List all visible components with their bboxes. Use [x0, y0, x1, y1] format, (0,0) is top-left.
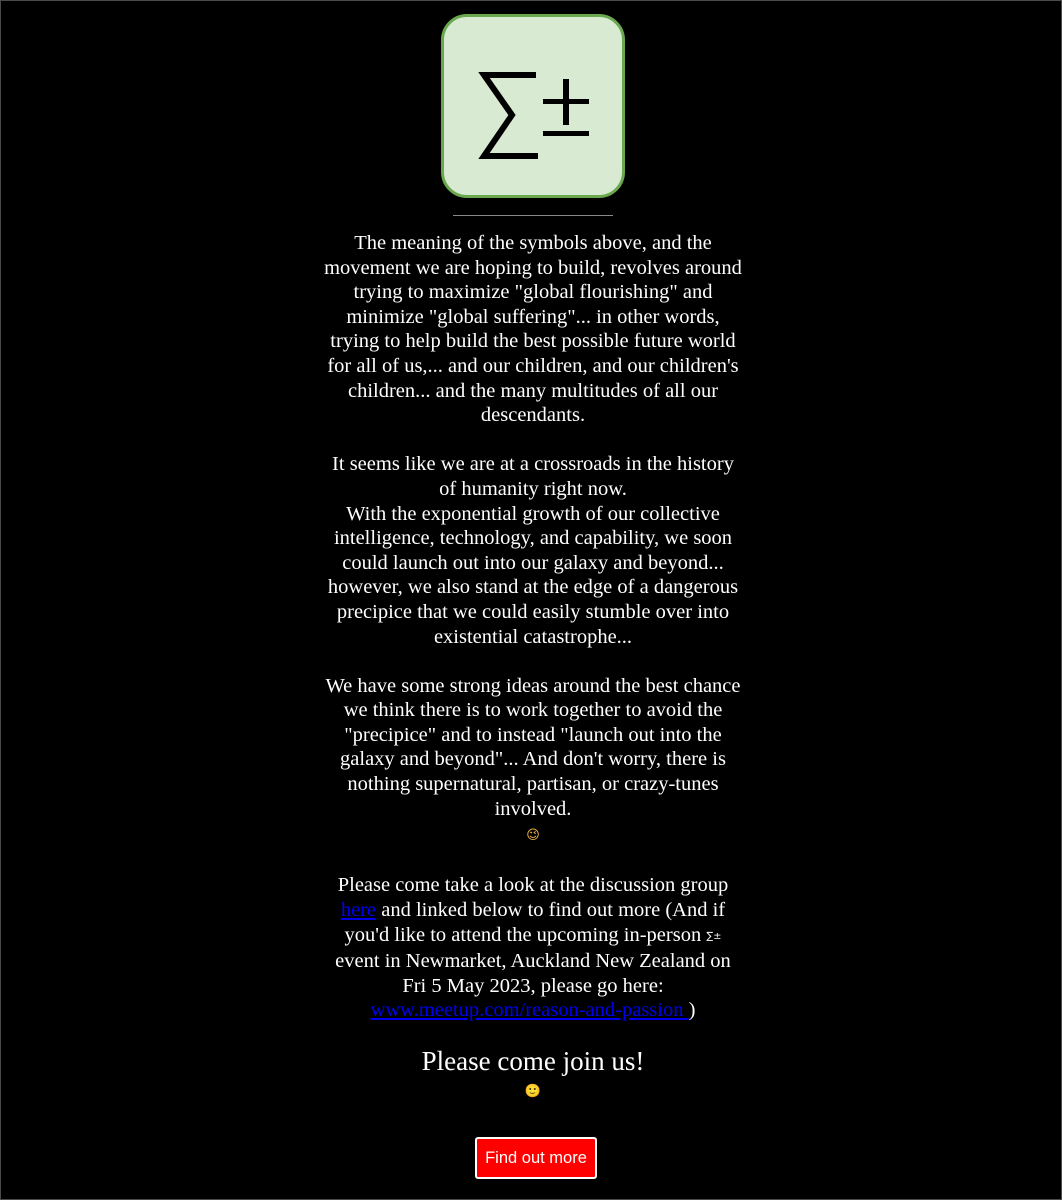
discussion-group-link[interactable]: here — [340, 899, 377, 922]
paragraph-meaning — [312, 231, 754, 428]
paragraph-ideas — [312, 674, 754, 849]
text-line: Fri 5 May 2023, please go here: — [402, 974, 664, 997]
text-line: of humanity right now. — [439, 477, 627, 500]
text-line: existential catastrophe... — [433, 625, 633, 648]
text-line: nothing supernatural, partisan, or crazy-tunes — [347, 773, 719, 796]
paragraph-invite — [312, 873, 754, 1023]
text-line: It seems like we are at a crossroads in the history — [332, 453, 734, 476]
text-line: we think there is to work together to avoid the — [343, 699, 723, 722]
text-line: intelligence, technology, and capability, we soon — [333, 527, 733, 550]
text-line — [312, 923, 754, 950]
text-line: descendants. — [480, 404, 586, 427]
find-out-more-button[interactable]: Find out more — [475, 1137, 597, 1179]
text-line: movement we are hoping to build, revolves around — [324, 256, 742, 279]
divider — [453, 215, 613, 216]
text-line: for all of us,... and our children, and our children's — [327, 354, 739, 377]
text-line: "precipice" and to instead "launch out into the — [344, 723, 722, 746]
sigma-plus-minus-icon — [444, 17, 622, 195]
text-line: Please come take a look at the discussion group — [337, 874, 729, 897]
text-line: precipice that we could easily stumble over into — [336, 600, 730, 623]
text-line: trying to help build the best possible future world — [330, 330, 736, 353]
text-line: minimize "global suffering"... in other words, — [346, 305, 720, 328]
join-heading: Please come join us! — [421, 1046, 645, 1076]
paragraph-crossroads — [312, 452, 754, 649]
text-line: involved. — [494, 797, 572, 820]
text-fragment: you'd like to attend the upcoming in-person — [344, 923, 707, 946]
text-line — [312, 898, 754, 923]
text-line — [312, 998, 754, 1023]
logo — [441, 14, 625, 198]
text-line: trying to maximize "global flourishing" and — [353, 281, 713, 304]
text-line: We have some strong ideas around the best chance — [325, 674, 741, 697]
meetup-link[interactable]: www.meetup.com/reason-and-passion — [370, 999, 689, 1022]
main-content — [312, 231, 754, 1179]
text-line: galaxy and beyond"... And don't worry, there is — [340, 748, 726, 771]
text-line: however, we also stand at the edge of a dangerous — [327, 576, 739, 599]
text-line: The meaning of the symbols above, and the — [354, 232, 712, 254]
text-fragment: and linked below to find out more (And if — [376, 899, 726, 922]
wink-emoji-icon: 😉 — [526, 828, 540, 844]
closing-paren: ) — [688, 999, 696, 1022]
text-line: event in Newmarket, Auckland New Zealand on — [335, 950, 731, 973]
text-line: With the exponential growth of our collective — [346, 502, 720, 525]
smile-emoji-icon: 🙂 — [524, 1084, 542, 1099]
sigma-plus-minus-inline-icon: ∑± — [706, 930, 722, 942]
text-line: could launch out into our galaxy and beyond... — [342, 551, 724, 574]
text-line: children... and the many multitudes of all our — [347, 379, 719, 402]
